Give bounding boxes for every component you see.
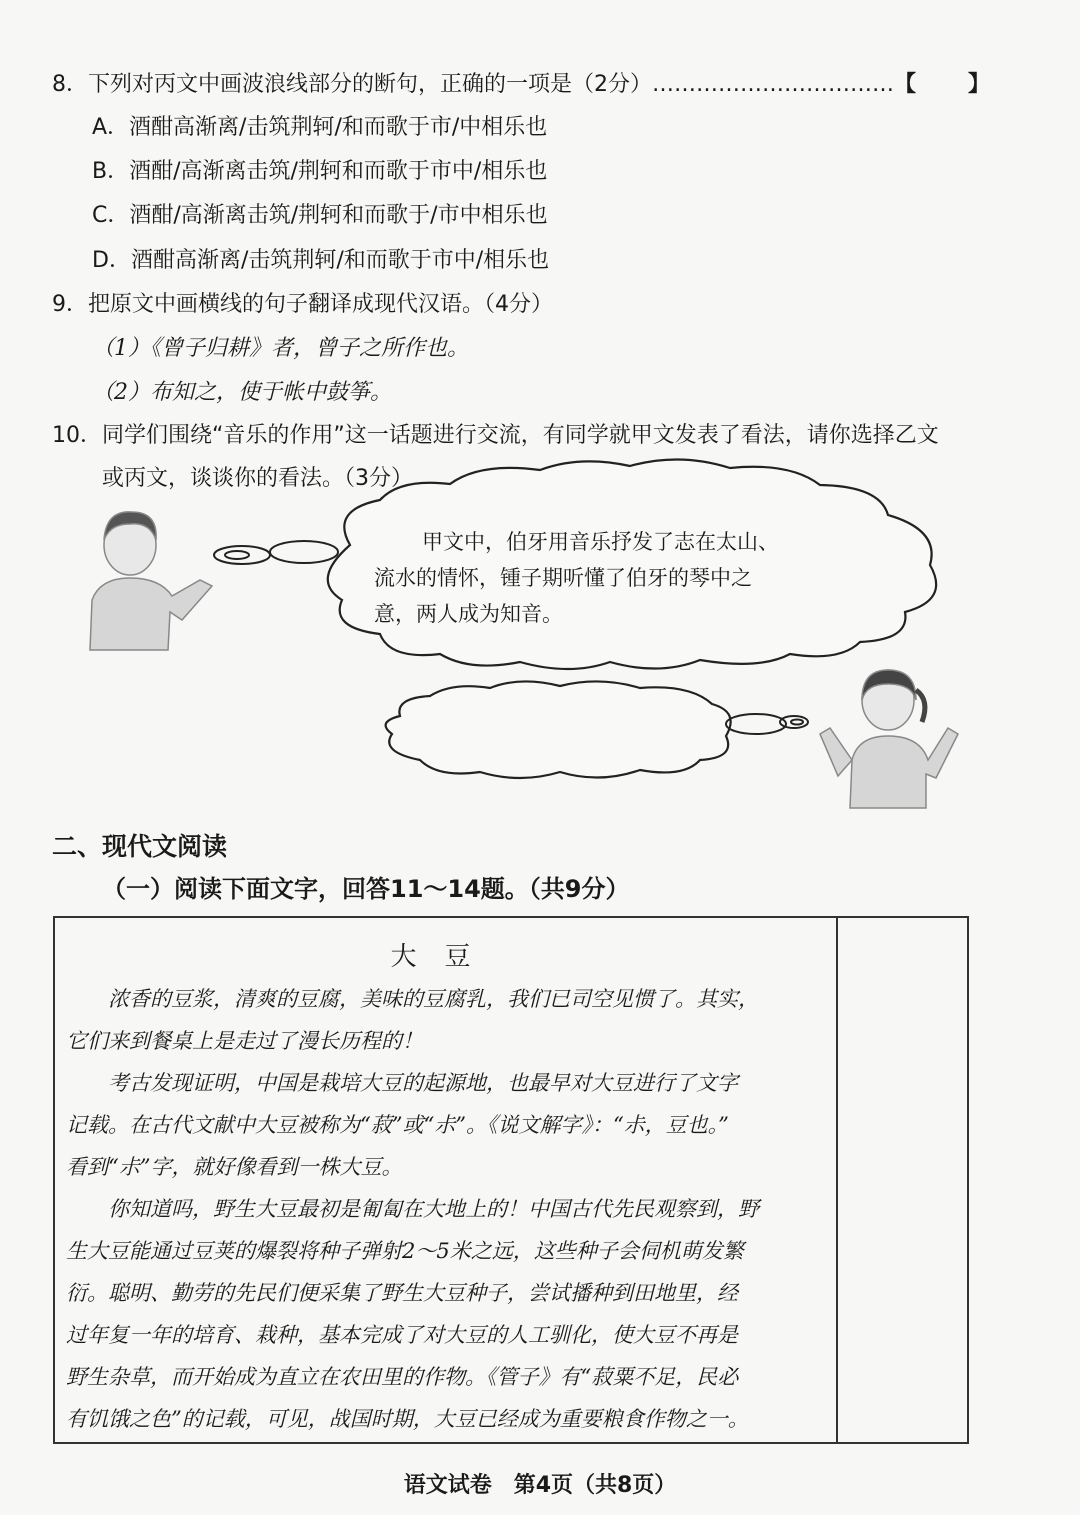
q8-stem-text: 8．下列对丙文中画波浪线部分的断句，正确的一项是（2分） xyxy=(52,72,652,97)
answer-bracket-open: 【 xyxy=(894,72,917,97)
q9-item-2: （2）布知之，使于帐中鼓筝。 xyxy=(92,380,392,405)
passage-line: 衍。聪明、勤劳的先民们便采集了野生大豆种子，尝试播种到田地里，经 xyxy=(66,1281,738,1305)
lower-speech-cloud xyxy=(386,681,731,778)
passage-line: 它们来到餐桌上是走过了漫长历程的！ xyxy=(66,1029,423,1053)
passage-line: 有饥饿之色”的记载，可见，战国时期，大豆已经成为重要粮食作物之一。 xyxy=(66,1407,749,1431)
section-2-subtitle: （一）阅读下面文字，回答11～14题。（共9分） xyxy=(102,875,630,903)
bubble-line-2: 流水的情怀，锺子期听懂了伯牙的琴中之 xyxy=(374,566,752,590)
q8-option-d: D．酒酣高渐离/击筑荆轲/和而歌于市中/相乐也 xyxy=(92,248,550,273)
passage-line: 生大豆能通过豆荚的爆裂将种子弹射2～5米之远，这些种子会伺机萌发繁 xyxy=(66,1239,744,1263)
passage-line: 记载。在古代文献中大豆被称为“菽”或“尗”。《说文解字》：“尗，豆也。” xyxy=(66,1113,729,1137)
girl-figure xyxy=(820,670,958,808)
page-footer: 语文试卷 第4页（共8页） xyxy=(403,1473,677,1498)
passage-line: 看到“尗”字，就好像看到一株大豆。 xyxy=(66,1155,403,1179)
q8-option-a: A．酒酣高渐离/击筑荆轲/和而歌于市/中相乐也 xyxy=(92,115,548,140)
passage-box-divider xyxy=(836,916,838,1444)
q9-stem: 9．把原文中画横线的句子翻译成现代汉语。（4分） xyxy=(52,292,553,317)
bubble-line-3: 意，两人成为知音。 xyxy=(374,602,563,626)
passage-line: 考古发现证明，中国是栽培大豆的起源地，也最早对大豆进行了文字 xyxy=(108,1071,738,1095)
girl-thought-trail xyxy=(726,714,808,734)
q8-option-b: B．酒酣/高渐离击筑/荆轲和而歌于市中/相乐也 xyxy=(92,159,548,184)
passage-line: 你知道吗，野生大豆最初是匍匐在大地上的！中国古代先民观察到，野 xyxy=(108,1197,759,1221)
answer-bracket-close: 】 xyxy=(968,72,991,97)
q9-item-1: （1）《曾子归耕》者，曾子之所作也。 xyxy=(92,336,469,361)
q10-stem-line2: 或丙文，谈谈你的看法。（3分） xyxy=(102,466,413,491)
passage-line: 野生杂草，而开始成为直立在农田里的作物。《管子》有“菽粟不足，民必 xyxy=(66,1365,739,1389)
boy-thought-trail xyxy=(214,541,338,564)
boy-figure xyxy=(90,512,212,650)
q8-option-c: C．酒酣/高渐离击筑/荆轲和而歌于/市中相乐也 xyxy=(92,203,548,228)
passage-line: 浓香的豆浆，清爽的豆腐，美味的豆腐乳，我们已司空见惯了。其实， xyxy=(108,987,759,1011)
bubble-line-1: 甲文中，伯牙用音乐抒发了志在太山、 xyxy=(422,530,779,554)
q8-dots: …………………………… xyxy=(652,72,894,97)
passage-title: 大豆 xyxy=(390,942,499,972)
passage-body xyxy=(66,978,826,1440)
section-2-title: 二、现代文阅读 xyxy=(52,832,228,861)
passage-line: 过年复一年的培育、栽种，基本完成了对大豆的人工驯化，使大豆不再是 xyxy=(66,1323,738,1347)
q10-stem-line1: 10．同学们围绕“音乐的作用”这一话题进行交流，有同学就甲文发表了看法，请你选择乙文 xyxy=(52,423,939,448)
